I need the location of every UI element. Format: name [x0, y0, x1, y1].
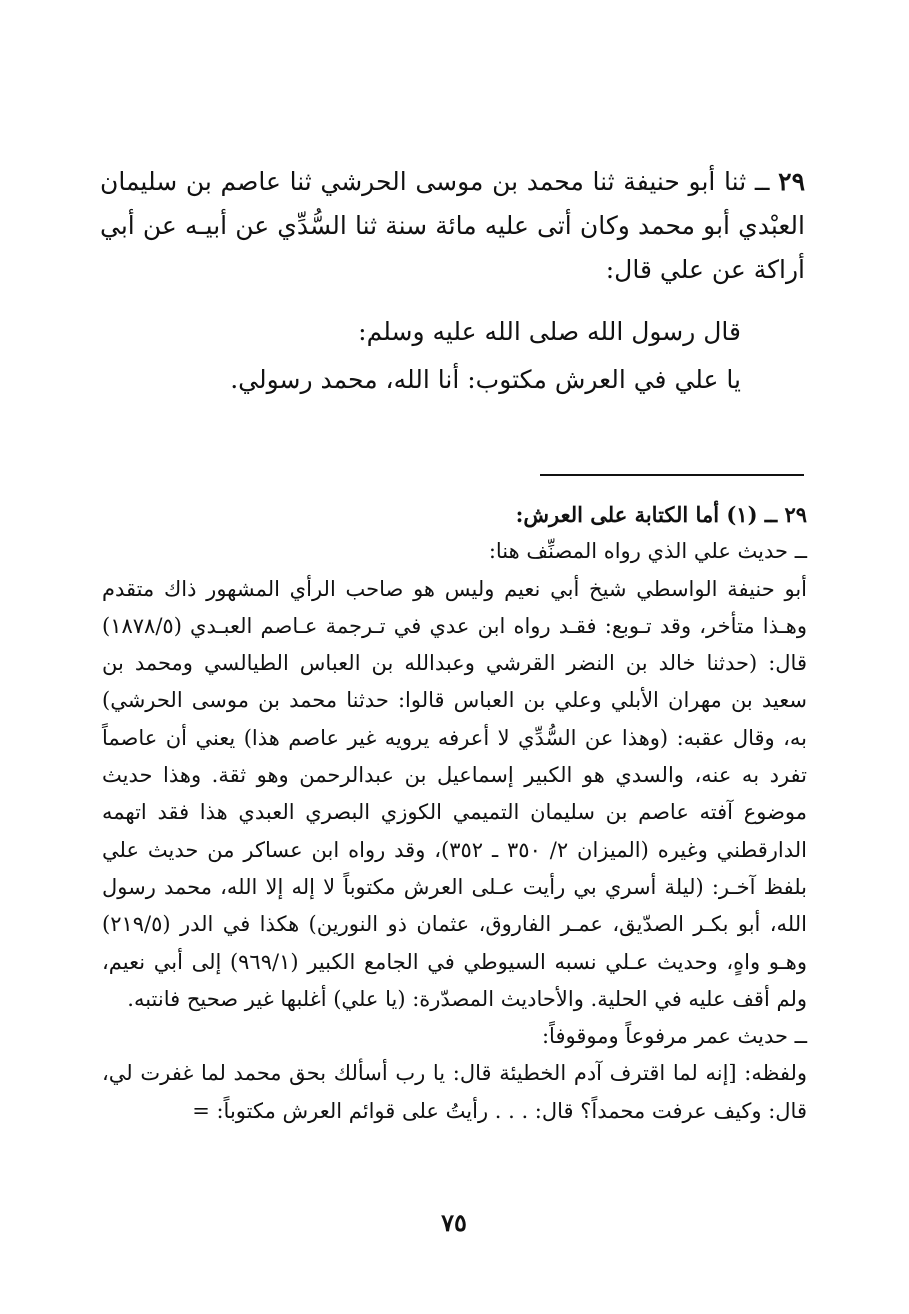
main-hadith-text [100, 160, 805, 292]
footnote-divider [540, 474, 804, 476]
footnote-paragraph-4: ولفظه: [إنه لما اقترف آدم الخطيئة قال: يا رب أسألك بحق محمد لما غفرت لي، قال: وكيف عرفت محمداً؟ قال: . . . رأيتُ على قوائم العرش مكتوباً: = [102, 1061, 807, 1123]
quote-line-1: قال رسول الله صلى الله عليه وسلم: [358, 317, 741, 346]
hadith-chain-text: ــ ثنا أبو حنيفة ثنا محمد بن موسى الحرشي ثنا عاصم بن سليمان العبْدي أبو محمد وكان أتى عليه مائة سنة ثنا السُّدِّي عن أبيـه عن أبي أراكة عن علي قال: [100, 167, 805, 284]
hadith-number: ٢٩ [778, 167, 805, 196]
hadith-paragraph [100, 160, 805, 292]
quote-line-2: يا علي في العرش مكتوب: أنا الله، محمد رسولي. [230, 365, 741, 394]
footnote-paragraph-1: ــ حديث علي الذي رواه المصنِّف هنا: [488, 539, 807, 564]
prophetic-quote [181, 308, 741, 404]
page-number: ٧٥ [441, 1208, 467, 1237]
footnotes-section [102, 496, 807, 1130]
footnote-heading: ٢٩ ــ (١) أما الكتابة على العرش: [515, 502, 807, 527]
footnote-paragraph-3: ــ حديث عمر مرفوعاً وموقوفاً: [541, 1024, 807, 1049]
footnote-paragraph-2: أبو حنيفة الواسطي شيخ أبي نعيم وليس هو صاحب الرأي المشهور ذاك متقدم وهـذا متأخر، وقد تـوبع: فقـد رواه ابن عدي في تـرجمة عـاصم العبـدي (١٨٧٨/٥) قال: (حدثنا خالد بن النضر القرشي وعبدالله بن العباس الطيالسي ومحمد بن سعيد بن مهران الأبلي وعلي بن العباس قالوا: حدثنا محمد بن موسى الحرشي) به، وقال عقبه: (وهذا عن السُّدِّي لا أعرفه يرويه غير عاصم هذا) يعني أن عاصماً تفرد به عنه، والسدي هو الكبير إسماعيل بن عبدالرحمن وهو ثقة. وهذا حديث موضوع آفته عاصم بن سليمان التميمي الكوزي البصري العبدي هذا فقد اتهمه الدارقطني وغيره (الميزان ٢/ ٣٥٠ ـ ٣٥٢)، وقد رواه ابن عساكر من حديث علي بلفظ آخـر: (ليلة أسري بي رأيت عـلى العرش مكتوباً لا إله إلا الله، محمد رسول الله، أبو بكـر الصدّيق، عمـر الفاروق، عثمان ذو النورين) هكذا في الدر (٢١٩/٥) وهـو واهٍ، وحديث عـلي نسبه السيوطي في الجامع الكبير (٩٦٩/١) إلى أبي نعيم، ولم أقف عليه في الحلية. والأحاديث المصدّرة: (يا علي) أغلبها غير صحيح فانتبه. [102, 576, 807, 1011]
